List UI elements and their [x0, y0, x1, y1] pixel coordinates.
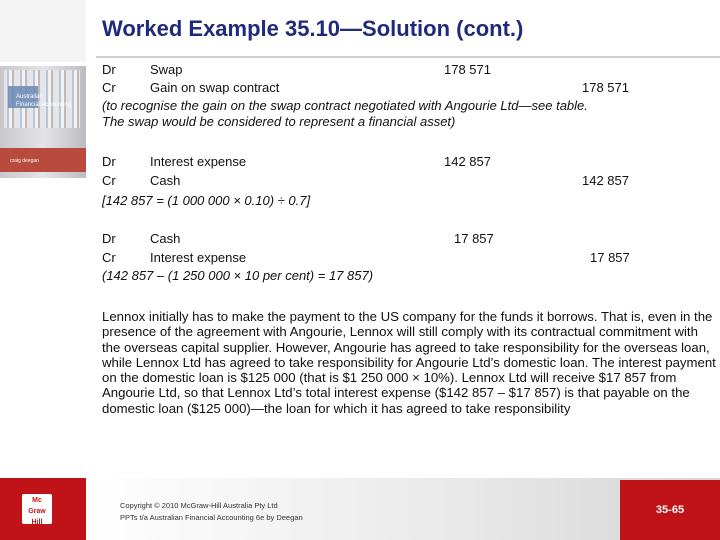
entry1-cr-account: Gain on swap contract — [150, 80, 280, 95]
entry3-note: (142 857 – (1 250 000 × 10 per cent) = 17 857) — [102, 268, 374, 283]
entry1-cr-amount: 178 571 — [582, 80, 629, 95]
entry1-dr-code: Dr — [102, 62, 116, 77]
entry3-dr-account: Cash — [150, 231, 181, 246]
footer-copyright — [120, 500, 303, 524]
entry3-cr-code: Cr — [102, 250, 116, 265]
title-divider — [96, 56, 720, 58]
book-cover-line1: Australian — [16, 94, 43, 100]
entry3-cr-amount: 17 857 — [590, 250, 630, 265]
slide-title: Worked Example 35.10—Solution (cont.) — [102, 16, 524, 41]
entry2-dr-code: Dr — [102, 154, 116, 169]
entry2-cr-account: Cash — [150, 173, 181, 188]
entry2-cr-amount: 142 857 — [582, 173, 629, 188]
book-cover-image — [0, 66, 86, 178]
entry1-cr-code: Cr — [102, 80, 116, 95]
mcgraw-hill-logo — [22, 494, 52, 524]
entry1-note-line2: The swap would be considered to represent a financial asset) — [102, 114, 456, 129]
entry2-note: [142 857 = (1 000 000 × 0.10) ÷ 0.7] — [102, 193, 311, 208]
logo-line1: Mc — [32, 497, 42, 504]
entry3-dr-code: Dr — [102, 231, 116, 246]
explanation-paragraph: Lennox initially has to make the payment to the US company for the funds it borrows. That is, even in the presence of the agreement with Angourie, Lennox will still comply with its contractual commitment with the overseas capital supplier. However, Angourie has agreed to take responsibility for the overseas loan, while Lennox Ltd has agreed to take responsibility for Angourie Ltd’s domestic loan. The interest payment on the domestic loan is $125 000 (that is $1 250 000 × 10%). Lennox Ltd will receive $17 857 from Angourie Ltd, so that Lennox Ltd’s total interest expense ($142 857 – $17 857) is that payable on the domestic loan ($125 000)—the loan for which it has agreed to take responsibility — [102, 309, 716, 416]
entry3-cr-account: Interest expense — [150, 250, 247, 265]
entry1-dr-account: Swap — [150, 62, 183, 77]
entry2-dr-amount: 142 857 — [444, 154, 491, 169]
book-cover-line2: Financial Accounting — [16, 102, 72, 108]
book-cover-author: craig deegan — [10, 158, 39, 164]
copyright-subtitle: PPTs t/a Australian Financial Accounting 6e by Deegan — [120, 513, 303, 522]
entry2-dr-account: Interest expense — [150, 154, 247, 169]
entry1-dr-amount: 178 571 — [444, 62, 491, 77]
page-number: 35-65 — [620, 480, 720, 540]
entry1-note-line1: (to recognise the gain on the swap contract negotiated with Angourie Ltd—see table. — [102, 98, 588, 113]
entry3-dr-amount: 17 857 — [454, 231, 494, 246]
copyright-line: Copyright © 2010 McGraw-Hill Australia Pty Ltd — [120, 501, 278, 510]
left-rail-top — [0, 0, 86, 62]
entry2-cr-code: Cr — [102, 173, 116, 188]
logo-line3: Hill — [31, 519, 43, 526]
logo-line2: Graw — [28, 508, 46, 515]
